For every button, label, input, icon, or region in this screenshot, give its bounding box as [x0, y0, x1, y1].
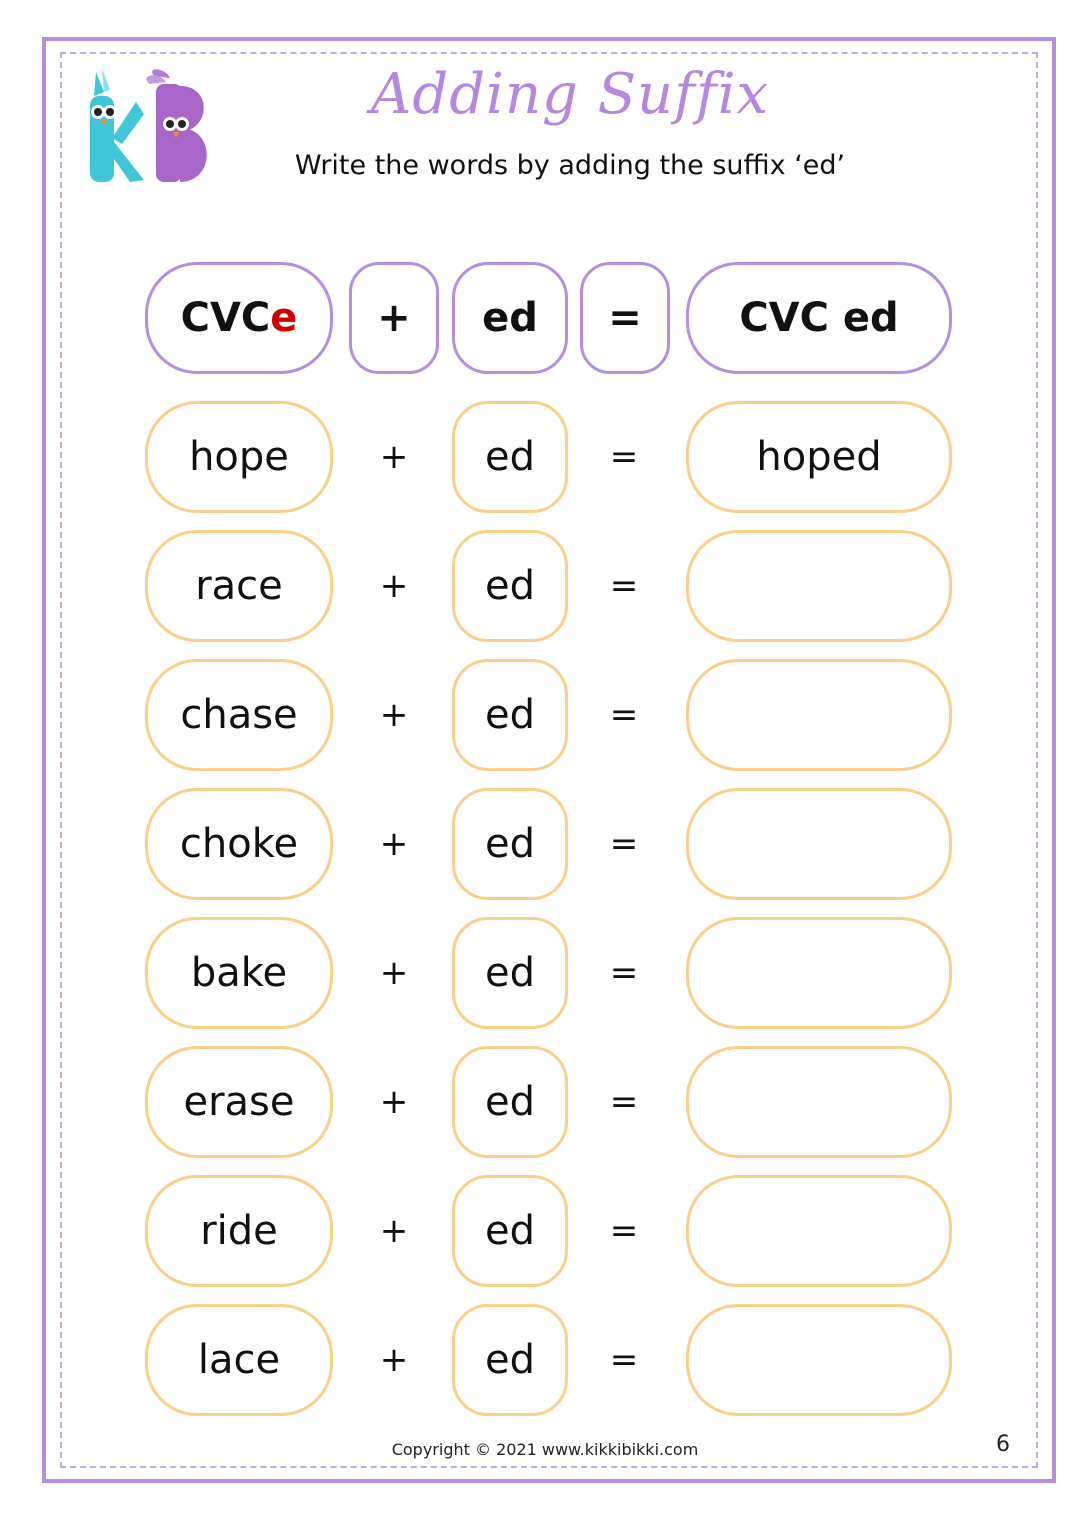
plus-sign: + [379, 566, 409, 606]
equals-sign: = [609, 1340, 639, 1380]
header-base-cell [145, 262, 333, 374]
header-base-prefix: CVC [180, 295, 271, 341]
answer-cell[interactable] [686, 659, 952, 771]
answer-cell[interactable]: hoped [686, 401, 952, 513]
answer-cell[interactable] [686, 1046, 952, 1158]
header-plus-cell: + [349, 262, 439, 374]
equals-sign: = [609, 953, 639, 993]
plus-sign: + [379, 1082, 409, 1122]
base-word-cell: erase [145, 1046, 333, 1158]
base-word-cell: bake [145, 917, 333, 1029]
plus-sign: + [379, 1340, 409, 1380]
suffix-cell: ed [452, 401, 568, 513]
equals-sign: = [609, 1082, 639, 1122]
equals-sign: = [609, 695, 639, 735]
kb-bird-logo [74, 66, 216, 190]
page-number: 6 [996, 1432, 1010, 1457]
answer-cell[interactable] [686, 788, 952, 900]
base-word-cell: lace [145, 1304, 333, 1416]
suffix-cell: ed [452, 917, 568, 1029]
suffix-cell: ed [452, 788, 568, 900]
answer-cell[interactable] [686, 1304, 952, 1416]
plus-sign: + [379, 953, 409, 993]
answer-cell[interactable] [686, 1175, 952, 1287]
plus-sign: + [379, 824, 409, 864]
base-word-cell: hope [145, 401, 333, 513]
plus-sign: + [379, 695, 409, 735]
header-suffix-cell: ed [452, 262, 568, 374]
header-equals-cell: = [580, 262, 670, 374]
equals-sign: = [609, 824, 639, 864]
plus-sign: + [379, 1211, 409, 1251]
page-title: Adding Suffix [370, 62, 770, 127]
base-word-cell: race [145, 530, 333, 642]
base-word-cell: chase [145, 659, 333, 771]
equals-sign: = [609, 437, 639, 477]
instruction-text: Write the words by adding the suffix ‘ed’ [294, 150, 846, 181]
k-bird-icon [90, 68, 144, 182]
equals-sign: = [609, 566, 639, 606]
suffix-cell: ed [452, 1175, 568, 1287]
suffix-cell: ed [452, 1304, 568, 1416]
base-word-cell: ride [145, 1175, 333, 1287]
b-bird-icon [146, 69, 206, 182]
header-base-highlight: e [270, 295, 298, 341]
answer-cell[interactable] [686, 530, 952, 642]
suffix-cell: ed [452, 659, 568, 771]
header-result-cell: CVC ed [686, 262, 952, 374]
suffix-cell: ed [452, 530, 568, 642]
copyright-footer: Copyright © 2021 www.kikkibikki.com [391, 1440, 699, 1459]
base-word-cell: choke [145, 788, 333, 900]
plus-sign: + [379, 437, 409, 477]
suffix-cell: ed [452, 1046, 568, 1158]
equals-sign: = [609, 1211, 639, 1251]
answer-cell[interactable] [686, 917, 952, 1029]
